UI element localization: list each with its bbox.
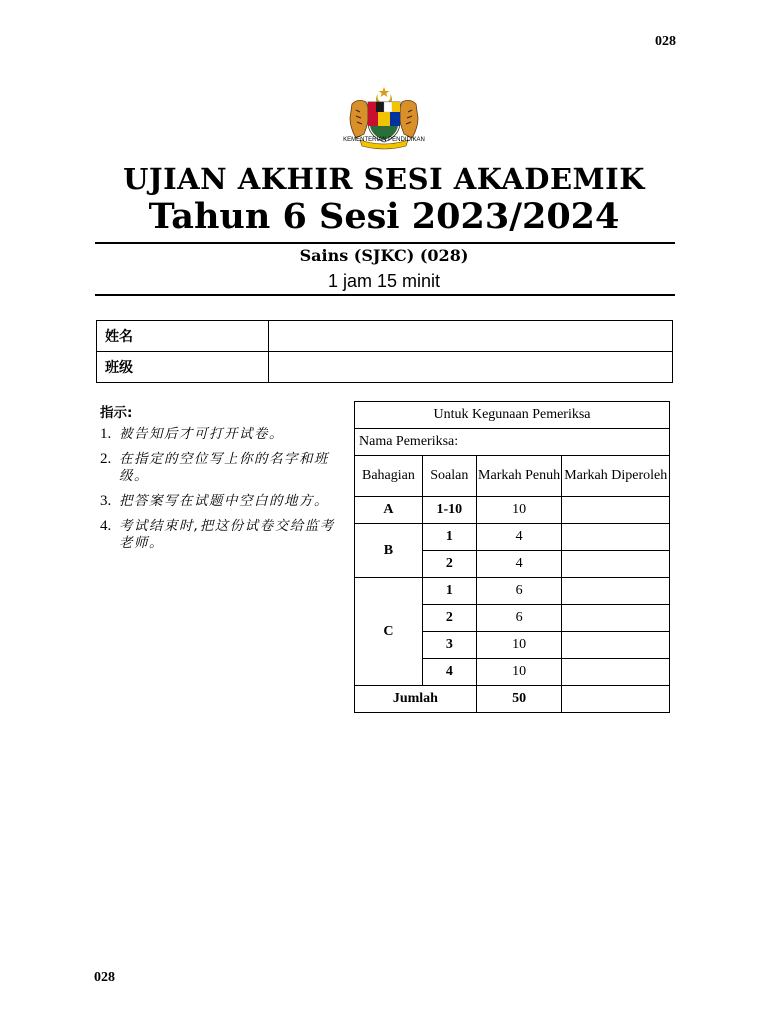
name-label: 姓名 (97, 321, 269, 352)
title-divider-bottom (95, 294, 675, 296)
instructions-block (100, 405, 335, 560)
section-a-label: A (355, 497, 423, 524)
instruction-number: 3. (100, 493, 112, 509)
name-row (97, 321, 673, 352)
total-label: Jumlah (355, 686, 477, 713)
full-marks-cell: 6 (476, 605, 562, 632)
full-marks-cell: 10 (476, 497, 562, 524)
class-row (97, 352, 673, 383)
instruction-item (100, 426, 335, 443)
exam-title: UJIAN AKHIR SESI AKADEMIK (123, 162, 645, 196)
examiner-table-title: Untuk Kegunaan Pemeriksa (355, 402, 670, 429)
marks-obtained-cell[interactable] (562, 497, 670, 524)
full-marks-cell: 10 (476, 659, 562, 686)
instruction-text: 考试结束时,把这份试卷交给监考老师。 (119, 518, 335, 551)
examiner-name-label: Nama Pemeriksa: (355, 429, 670, 456)
exam-year-session: Tahun 6 Sesi 2023/2024 (148, 196, 620, 237)
student-info-table (96, 320, 673, 383)
marks-obtained-cell[interactable] (562, 632, 670, 659)
table-row (355, 497, 670, 524)
class-field[interactable] (269, 352, 673, 383)
marks-obtained-cell[interactable] (562, 659, 670, 686)
instruction-item (100, 518, 335, 552)
instruction-number: 2. (100, 451, 112, 467)
instruction-item (100, 493, 335, 510)
instruction-text: 把答案写在试题中空白的地方。 (119, 493, 329, 509)
table-row (355, 524, 670, 551)
header-marks-obtained: Markah Diperoleh (562, 456, 670, 497)
title-divider-top (95, 242, 675, 244)
table-header-row (355, 456, 670, 497)
full-marks-cell: 4 (476, 524, 562, 551)
full-marks-cell: 10 (476, 632, 562, 659)
instruction-item (100, 451, 335, 485)
page-code-bottom: 028 (94, 970, 115, 985)
question-cell: 1 (422, 578, 476, 605)
question-cell: 1 (422, 524, 476, 551)
section-c-label: C (355, 578, 423, 686)
instruction-text: 在指定的空位写上你的名字和班级。 (119, 451, 329, 484)
name-field[interactable] (269, 321, 673, 352)
page-code-top: 028 (655, 34, 676, 49)
total-marks-obtained[interactable] (562, 686, 670, 713)
total-full-marks: 50 (476, 686, 562, 713)
question-cell: 2 (422, 551, 476, 578)
section-b-label: B (355, 524, 423, 578)
instruction-number: 4. (100, 518, 112, 534)
header-question: Soalan (422, 456, 476, 497)
marks-obtained-cell[interactable] (562, 605, 670, 632)
instructions-list (100, 426, 335, 552)
instruction-number: 1. (100, 426, 112, 442)
marks-obtained-cell[interactable] (562, 578, 670, 605)
question-cell: 1-10 (422, 497, 476, 524)
total-row (355, 686, 670, 713)
question-cell: 3 (422, 632, 476, 659)
full-marks-cell: 6 (476, 578, 562, 605)
question-cell: 4 (422, 659, 476, 686)
header-section: Bahagian (355, 456, 423, 497)
exam-duration: 1 jam 15 minit (327, 271, 441, 291)
subject-title: Sains (SJKC) (028) (299, 246, 469, 265)
class-label: 班级 (97, 352, 269, 383)
instruction-text: 被告知后才可打开试卷。 (119, 426, 284, 442)
instructions-heading: 指示: (100, 405, 133, 421)
table-row (355, 578, 670, 605)
examiner-marks-table (354, 401, 670, 713)
header-full-marks: Markah Penuh (476, 456, 562, 497)
crest-caption: KEMENTERIAN PENDIDIKAN (343, 137, 425, 143)
full-marks-cell: 4 (476, 551, 562, 578)
marks-obtained-cell[interactable] (562, 524, 670, 551)
question-cell: 2 (422, 605, 476, 632)
marks-obtained-cell[interactable] (562, 551, 670, 578)
